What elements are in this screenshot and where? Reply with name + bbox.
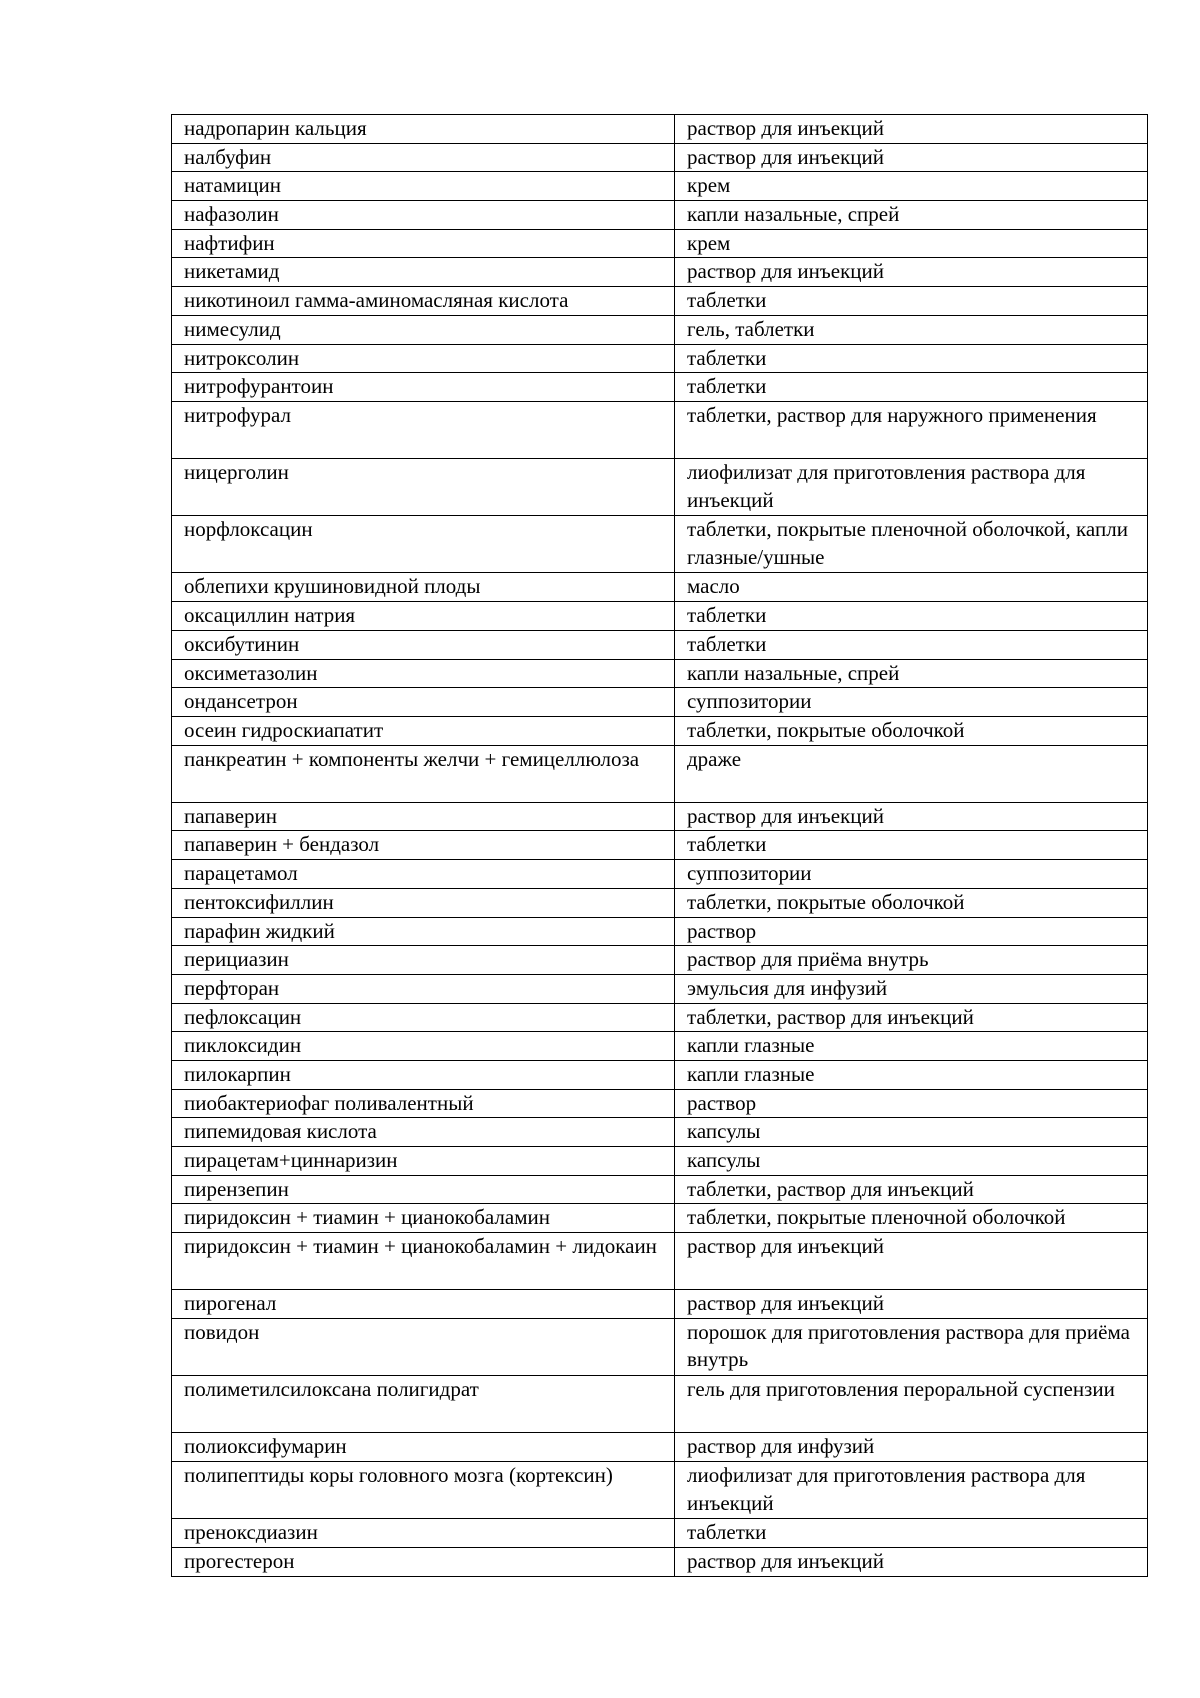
- table-row: [172, 315, 1148, 344]
- drug-name-cell: панкреатин + компоненты желчи + гемицеллюлоза: [172, 745, 675, 802]
- table-row: [172, 1318, 1148, 1375]
- drug-name-cell: нафтифин: [172, 229, 675, 258]
- drug-name-cell: нимесулид: [172, 315, 675, 344]
- dosage-form-cell: суппозитории: [675, 860, 1148, 889]
- dosage-form-cell: таблетки: [675, 1519, 1148, 1548]
- dosage-form-cell: лиофилизат для приготовления раствора для инъекций: [675, 1462, 1148, 1519]
- dosage-form-cell: таблетки: [675, 630, 1148, 659]
- table-row: [172, 1175, 1148, 1204]
- drug-name-cell: пентоксифиллин: [172, 888, 675, 917]
- table-row: [172, 516, 1148, 573]
- table-row: [172, 1233, 1148, 1290]
- drug-name-cell: натамицин: [172, 172, 675, 201]
- drug-name-cell: надропарин кальция: [172, 115, 675, 144]
- drug-name-cell: папаверин + бендазол: [172, 831, 675, 860]
- drug-name-cell: нафазолин: [172, 201, 675, 230]
- drug-name-cell: пипемидовая кислота: [172, 1118, 675, 1147]
- table-row: [172, 459, 1148, 516]
- drug-name-cell: перициазин: [172, 946, 675, 975]
- table-row: [172, 344, 1148, 373]
- dosage-form-cell: раствор для приёма внутрь: [675, 946, 1148, 975]
- dosage-form-cell: таблетки, раствор для наружного применения: [675, 401, 1148, 458]
- dosage-form-cell: раствор для инъекций: [675, 1547, 1148, 1576]
- table-row: [172, 1433, 1148, 1462]
- table-row: [172, 802, 1148, 831]
- dosage-form-cell: капсулы: [675, 1118, 1148, 1147]
- drug-name-cell: нитрофурал: [172, 401, 675, 458]
- dosage-form-cell: таблетки, покрытые пленочной оболочкой: [675, 1204, 1148, 1233]
- table-row: [172, 1376, 1148, 1433]
- table-row: [172, 143, 1148, 172]
- table-row: [172, 1204, 1148, 1233]
- drug-name-cell: преноксдиазин: [172, 1519, 675, 1548]
- table-row: [172, 1462, 1148, 1519]
- table-row: [172, 946, 1148, 975]
- table-row: [172, 1547, 1148, 1576]
- table-row: [172, 573, 1148, 602]
- drug-name-cell: парафин жидкий: [172, 917, 675, 946]
- dosage-form-cell: таблетки: [675, 373, 1148, 402]
- drug-name-cell: пирацетам+циннаризин: [172, 1147, 675, 1176]
- table-row: [172, 201, 1148, 230]
- dosage-form-cell: капли назальные, спрей: [675, 659, 1148, 688]
- table-row: [172, 1118, 1148, 1147]
- table-row: [172, 1089, 1148, 1118]
- drug-name-cell: пирогенал: [172, 1290, 675, 1319]
- table-row: [172, 831, 1148, 860]
- dosage-form-cell: таблетки: [675, 344, 1148, 373]
- drug-name-cell: нитрофурантоин: [172, 373, 675, 402]
- table-row: [172, 917, 1148, 946]
- dosage-form-cell: крем: [675, 172, 1148, 201]
- dosage-form-cell: таблетки, раствор для инъекций: [675, 1003, 1148, 1032]
- dosage-form-cell: масло: [675, 573, 1148, 602]
- dosage-form-cell: драже: [675, 745, 1148, 802]
- table-row: [172, 287, 1148, 316]
- drug-name-cell: пиобактериофаг поливалентный: [172, 1089, 675, 1118]
- drug-name-cell: повидон: [172, 1318, 675, 1375]
- drug-name-cell: полиоксифумарин: [172, 1433, 675, 1462]
- drug-name-cell: пиридоксин + тиамин + цианокобаламин: [172, 1204, 675, 1233]
- dosage-form-cell: раствор для инъекций: [675, 115, 1148, 144]
- drug-name-cell: пилокарпин: [172, 1060, 675, 1089]
- drug-name-cell: пиридоксин + тиамин + цианокобаламин + лидокаин: [172, 1233, 675, 1290]
- table-row: [172, 860, 1148, 889]
- dosage-form-cell: раствор: [675, 1089, 1148, 1118]
- dosage-form-cell: гель для приготовления пероральной суспензии: [675, 1376, 1148, 1433]
- table-row: [172, 659, 1148, 688]
- dosage-form-cell: раствор для инъекций: [675, 143, 1148, 172]
- drug-name-cell: никетамид: [172, 258, 675, 287]
- drug-name-cell: осеин гидроскиапатит: [172, 716, 675, 745]
- drug-name-cell: перфторан: [172, 974, 675, 1003]
- dosage-form-cell: раствор для инъекций: [675, 802, 1148, 831]
- drug-table-body: [172, 115, 1148, 1577]
- table-row: [172, 258, 1148, 287]
- drug-name-cell: нитроксолин: [172, 344, 675, 373]
- table-row: [172, 630, 1148, 659]
- drug-name-cell: оксациллин натрия: [172, 602, 675, 631]
- drug-name-cell: пефлоксацин: [172, 1003, 675, 1032]
- dosage-form-cell: раствор для инъекций: [675, 1290, 1148, 1319]
- drug-name-cell: пирензепин: [172, 1175, 675, 1204]
- dosage-form-cell: суппозитории: [675, 688, 1148, 717]
- drug-name-cell: пиклоксидин: [172, 1032, 675, 1061]
- table-row: [172, 745, 1148, 802]
- drug-name-cell: ондансетрон: [172, 688, 675, 717]
- table-row: [172, 1147, 1148, 1176]
- drug-name-cell: ницерголин: [172, 459, 675, 516]
- dosage-form-cell: таблетки, покрытые оболочкой: [675, 716, 1148, 745]
- table-row: [172, 1032, 1148, 1061]
- table-row: [172, 1003, 1148, 1032]
- dosage-form-cell: порошок для приготовления раствора для приёма внутрь: [675, 1318, 1148, 1375]
- drug-name-cell: папаверин: [172, 802, 675, 831]
- drug-name-cell: оксибутинин: [172, 630, 675, 659]
- dosage-form-cell: крем: [675, 229, 1148, 258]
- drug-name-cell: парацетамол: [172, 860, 675, 889]
- table-row: [172, 716, 1148, 745]
- dosage-form-cell: таблетки: [675, 287, 1148, 316]
- dosage-form-cell: лиофилизат для приготовления раствора для инъекций: [675, 459, 1148, 516]
- table-row: [172, 373, 1148, 402]
- dosage-form-cell: таблетки, покрытые пленочной оболочкой, капли глазные/ушные: [675, 516, 1148, 573]
- drug-name-cell: полипептиды коры головного мозга (кортексин): [172, 1462, 675, 1519]
- drug-name-cell: никотиноил гамма-аминомасляная кислота: [172, 287, 675, 316]
- table-row: [172, 1290, 1148, 1319]
- table-row: [172, 229, 1148, 258]
- drug-name-cell: полиметилсилоксана полигидрат: [172, 1376, 675, 1433]
- drug-name-cell: прогестерон: [172, 1547, 675, 1576]
- table-row: [172, 688, 1148, 717]
- dosage-form-cell: таблетки, раствор для инъекций: [675, 1175, 1148, 1204]
- table-row: [172, 974, 1148, 1003]
- dosage-form-cell: раствор для инфузий: [675, 1433, 1148, 1462]
- dosage-form-cell: капли глазные: [675, 1032, 1148, 1061]
- drug-table: [171, 114, 1148, 1577]
- dosage-form-cell: капли назальные, спрей: [675, 201, 1148, 230]
- dosage-form-cell: эмульсия для инфузий: [675, 974, 1148, 1003]
- dosage-form-cell: раствор: [675, 917, 1148, 946]
- table-row: [172, 115, 1148, 144]
- drug-name-cell: оксиметазолин: [172, 659, 675, 688]
- dosage-form-cell: капли глазные: [675, 1060, 1148, 1089]
- dosage-form-cell: таблетки: [675, 602, 1148, 631]
- table-row: [172, 401, 1148, 458]
- dosage-form-cell: раствор для инъекций: [675, 258, 1148, 287]
- dosage-form-cell: таблетки: [675, 831, 1148, 860]
- dosage-form-cell: капсулы: [675, 1147, 1148, 1176]
- table-row: [172, 888, 1148, 917]
- drug-name-cell: норфлоксацин: [172, 516, 675, 573]
- dosage-form-cell: таблетки, покрытые оболочкой: [675, 888, 1148, 917]
- drug-name-cell: облепихи крушиновидной плоды: [172, 573, 675, 602]
- dosage-form-cell: раствор для инъекций: [675, 1233, 1148, 1290]
- drug-name-cell: налбуфин: [172, 143, 675, 172]
- table-row: [172, 172, 1148, 201]
- dosage-form-cell: гель, таблетки: [675, 315, 1148, 344]
- table-row: [172, 602, 1148, 631]
- table-row: [172, 1060, 1148, 1089]
- table-row: [172, 1519, 1148, 1548]
